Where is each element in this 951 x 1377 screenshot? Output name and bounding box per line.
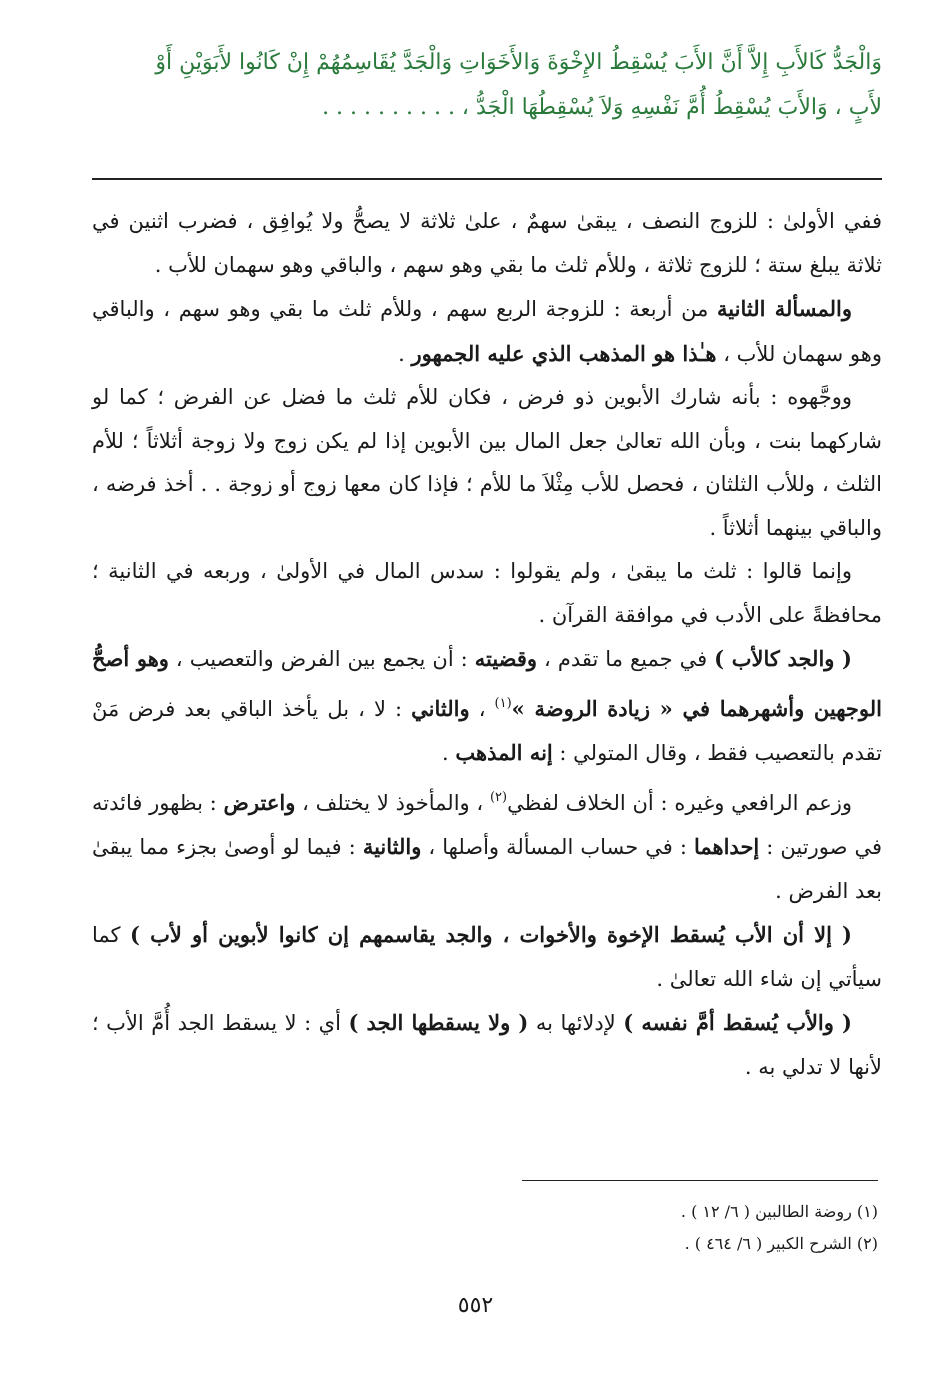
text-run: كما سيأتي إن شاء الله تعالىٰ . — [92, 923, 882, 991]
bold-phrase: هـٰذا هو المذهب الذي عليه الجمهور — [411, 340, 717, 366]
bold-phrase: « زيادة الروضة » — [511, 695, 683, 721]
text-run: وزعم الرافعي وغيره : أن الخلاف لفظي — [507, 790, 853, 815]
text-run: لإدلائها به — [528, 1011, 624, 1035]
page-number: ٥٥٢ — [457, 1293, 494, 1318]
bold-phrase: والمسألة الثانية — [717, 296, 852, 321]
paragraph-2 — [92, 287, 882, 376]
paragraph-3: ووجَّهوه : بأنه شارك الأبوين ذو فرض ، فكان للأم ثلث ما فضل عن الفرض ؛ كما لو شاركهما بنت ، وبأن الله تعالىٰ جعل المال بين الأبوين إذا لم يكن زوج ولا زوجة أثلاثاً ؛ للأم الثلث ، وللأب الثلثان ، فحصل للأب مِثْلاَ ما للأم ؛ فإذا كان معها زوج أو زوجة . . أخذ فرضه ، والباقي بينهما أثلاثاً . — [92, 385, 882, 540]
paragraph-4: وإنما قالوا : ثلث ما يبقىٰ ، ولم يقولوا : سدس المال في الأولىٰ ، وربعه في الثانية ؛ محافظةً على الأدب في موافقة القرآن . — [92, 559, 882, 627]
bold-phrase: وهو أصحُّ الوجهين وأشهرهما في — [92, 646, 882, 721]
matn-text — [92, 40, 882, 130]
matn-separator — [92, 178, 882, 180]
footnote-2: (٢) الشرح الكبير ( ٦/ ٤٦٤ ) . — [684, 1234, 878, 1253]
bold-phrase: إنه المذهب — [455, 740, 553, 765]
paragraph-8 — [92, 1001, 882, 1089]
text-run: في جميع ما تقدم ، — [537, 647, 715, 671]
bold-phrase: ( والأب يُسقط أمَّ نفسه ) — [623, 1010, 852, 1035]
bold-phrase: ( ولا يسقطها الجد ) — [348, 1010, 529, 1035]
bold-phrase: والثاني — [411, 695, 470, 721]
footnote-ref-1[interactable]: (١) — [494, 695, 512, 711]
footnote-1: (١) روضة الطالبين ( ٦/ ١٢ ) . — [680, 1202, 878, 1221]
text-run: : في حساب المسألة وأصلها ، — [421, 835, 694, 859]
text-run: : بظهور فائدته في صورتين : — [92, 790, 883, 859]
commentary-body — [92, 200, 882, 1089]
matn-line-2: لأَبٍ ، وَالأَبَ يُسْقِطُ أُمَّ نَفْسِهِ وَلاَ يُسْقِطُهَا الْجَدُّ ، . . . . . . . . . . — [322, 95, 882, 120]
text-run: من أربعة : للزوجة الربع سهم ، وللأم ثلث ما بقي وهو سهم ، والباقي وهو سهمان للأب ، — [92, 297, 882, 366]
bold-phrase: إحداهما — [693, 834, 760, 859]
paragraph-6 — [92, 776, 882, 914]
text-run: . — [398, 341, 412, 366]
bold-phrase: واعترض — [223, 789, 296, 815]
text-run: : فيما لو أوصىٰ بجزء مما يبقىٰ بعد الفرض . — [92, 835, 882, 903]
matn-line-1: وَالْجَدُّ كَالأَبِ إِلاَّ أَنَّ الأَبَ يُسْقِطُ الإِخْوَةَ وَالأَخَوَاتِ وَالْجَدَّ يُقَاسِمُهُمْ إِنْ كَانُوا لأَبَوَيْنِ أَوْ — [155, 50, 882, 75]
text-run: ، — [469, 696, 495, 721]
text-run: : لا ، بل يأخذ الباقي بعد فرض مَنْ تقدم بالتعصيب فقط ، وقال المتولي : — [92, 696, 882, 765]
paragraph-5 — [92, 637, 882, 776]
bold-phrase: ( والجد كالأب ) — [714, 646, 852, 671]
bold-phrase: وقضيته — [474, 646, 538, 671]
footnotes — [400, 1196, 878, 1260]
text-run: . — [442, 741, 456, 765]
paragraph-1: ففي الأولىٰ : للزوج النصف ، يبقىٰ سهمٌ ، علىٰ ثلاثة لا يصحُّ ولا يُوافِق ، فضرب اثنين في ثلاثة يبلغ ستة ؛ للزوج ثلاثة ، وللأم ثلث ما بقي وهو سهم ، والباقي وهو سهمان للأب . — [92, 209, 882, 277]
text-run: أي : لا يسقط الجد أُمَّ الأب ؛ لأنها لا تدلي به . — [92, 1011, 882, 1079]
footnote-separator — [522, 1180, 878, 1181]
text-run: : أن يجمع بين الفرض والتعصيب ، — [168, 647, 475, 671]
footnote-ref-2[interactable]: (٢) — [489, 789, 508, 805]
text-run: ، والمأخوذ لا يختلف ، — [295, 790, 490, 815]
paragraph-7 — [92, 913, 882, 1001]
bold-phrase: والثانية — [362, 834, 422, 859]
bold-phrase: ( إلا أن الأب يُسقط الإخوة والأخوات ، والجد يقاسمهم إن كانوا لأبوين أو لأب ) — [130, 922, 852, 947]
